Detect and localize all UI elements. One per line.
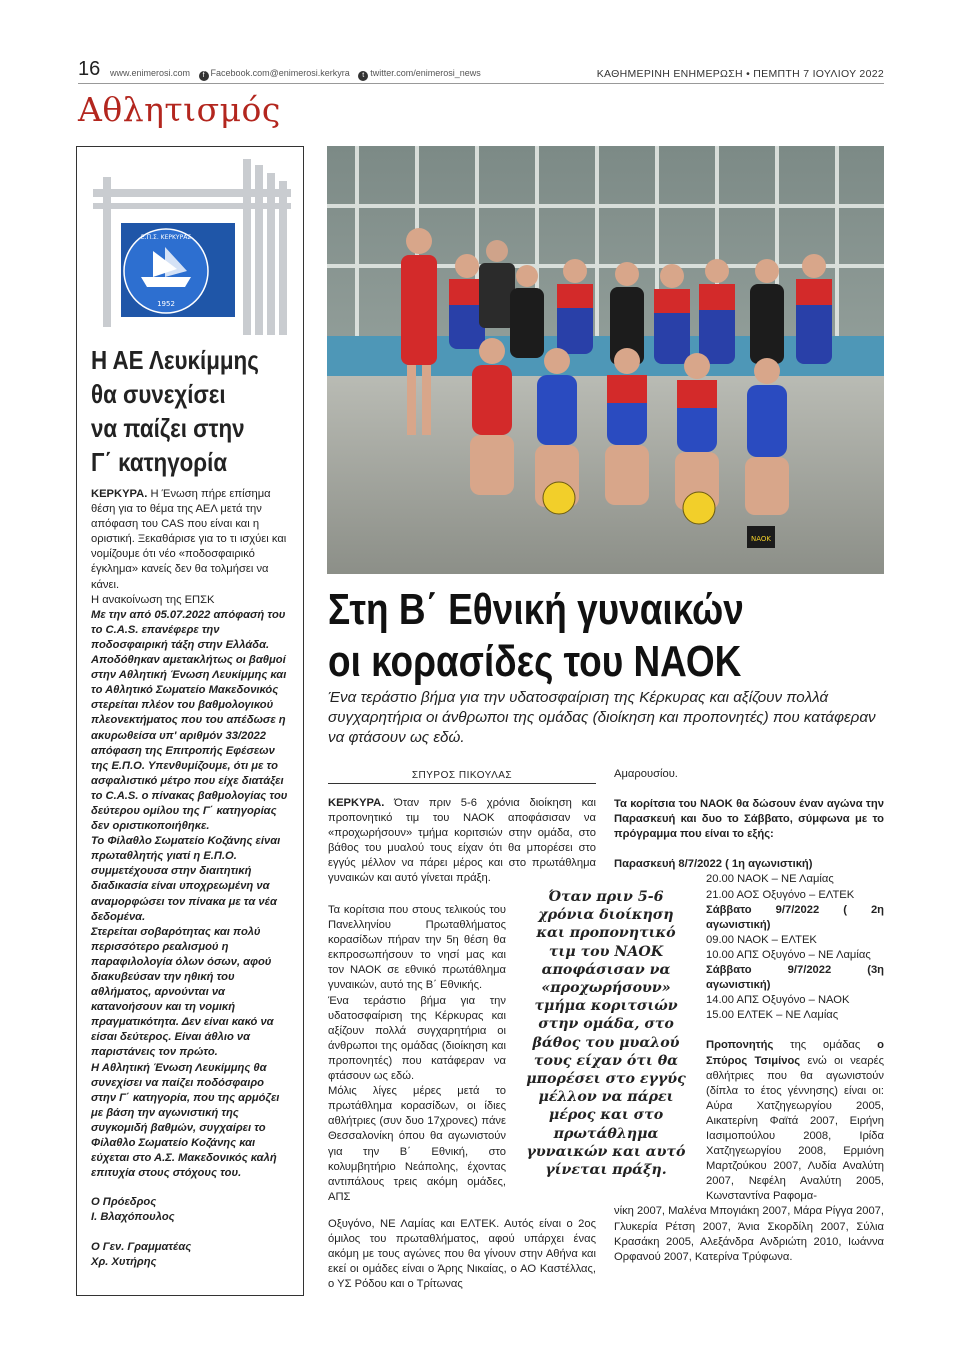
team-photo [327, 146, 884, 574]
signature-name: Ι. Βλαχόπουλος [91, 1211, 175, 1224]
article-paragraph: Τα κορίτσια που στους τελικούς του Πανελληνίου Πρωταθλήματος κορασίδων πήραν την 5η θέση θα εκπροσωπήσουν το νησί μας και τον ΝΑΟΚ σε εθνικό πρωτάθλημα γυναικών, αυτό της Β΄ Εθνικής. [328, 904, 506, 992]
logo-year: 1952 [157, 300, 175, 308]
schedule-match: 20.00 ΝΑΟΚ – ΝΕ Λαμίας [706, 873, 834, 886]
article-text: Όταν πριν 5-6 χρόνια διοίκηση και προπονητικό τιμ του ΝΑΟΚ αποφάσισαν να «προχωρήσουν» τμήμα κοριτσιών στην ομάδα, στο βάθος του μυαλού τους είχαν ότι θα μπορέσει στο εγγύς μέλλον να πάρει μέρος και στο πρωτάθλημα γυναικών και αυτό γίνεται πράξη. [328, 797, 596, 885]
article-column-1-narrow [328, 903, 506, 1205]
signature-role: Ο Γεν. Γραμματέας [91, 1240, 192, 1253]
twitter-icon: t [358, 71, 368, 81]
coach-text: της ομάδας [773, 1039, 878, 1052]
article-column-1 [328, 796, 596, 887]
sidebar-paragraph: Το Φίλαθλο Σωματείο Κοζάνης είναι πρωταθλητής γιατί η Ε.Π.Ο. συμμετέχουσα στην διαιτητική διαδικασία είναι υποχρεωμένη να αναμορφώσει τον πίνακα με τα νέα δεδομένα. [91, 835, 281, 923]
sidebar-body [91, 487, 291, 1270]
website-link[interactable]: www.enimerosi.com [110, 68, 191, 78]
schedule-match: 10.00 ΑΠΣ Οξυγόνο – ΝΕ Λαμίας [706, 948, 871, 961]
article-paragraph: Αμαρουσίου. [614, 768, 678, 780]
article-paragraph: Τα κορίτσια του ΝΑΟΚ θα δώσουν έναν αγώνα την Παρασκευή και δυο το Σάββατο, σύμφωνα με το πρόγραμμα που είναι το εξής: [614, 798, 884, 841]
roster-paragraph: νίκη 2007, Μαλένα Μπογιάκη 2007, Μάρα Ρίγγα 2007, Γλυκερία Ρέτση 2007, Άνια Σκορδίλη 2007, Σύλια Κρασάκη 2005, Αλεξάνδρα Ανδριώτη 2010, Ιωάννα Ορφανού 2007, Κατερίνα Τρύφωνα. [614, 1205, 884, 1263]
schedule-heading: Παρασκευή 8/7/2022 ( 1η αγωνιστική) [614, 858, 813, 871]
federation-logo [93, 159, 291, 335]
publication-date: ΚΑΘΗΜΕΡΙΝΗ ΕΝΗΜΕΡΩΣΗ • ΠΕΜΠΤΗ 7 ΙΟΥΛΙΟΥ 2022 [596, 68, 884, 80]
header-links [110, 68, 481, 81]
sidebar-headline [91, 343, 267, 479]
article-author: ΣΠΥΡΟΣ ΠΙΚΟΥΛΑΣ [328, 770, 596, 784]
article-lead: ΚΕΡΚΥΡΑ. [328, 797, 385, 809]
page-number: 16 [78, 58, 101, 80]
article-paragraph [328, 796, 596, 887]
logo-text: Ε.Π.Σ. ΚΕΡΚΥΡΑΣ [140, 234, 192, 241]
article-headline-line: Στη Β΄ Εθνική γυναικών [328, 585, 744, 634]
sidebar-paragraph: Στερείται σοβαρότητας και πολύ περισσότερο ρεαλισμού η παραφιλολογία όλων όσων, αφού διακυβεύσαν την ηθική του αθλήματος, αρνούνται να κατανοήσουν και τη νομική πραγματικότητα. Δεν είναι κακό να είσαι δεύτερος. Είναι άθλιο να παριστάνεις τον πρώτο. [91, 925, 274, 1059]
article-headline-line: οι κορασίδες του ΝΑΟΚ [328, 637, 742, 686]
twitter-link[interactable]: twitter.com/enimerosi_news [370, 68, 481, 78]
coach-name: ο Σπύρος Τσιμίνος [706, 1039, 884, 1067]
facebook-icon: f [199, 71, 209, 81]
pull-quote: Όταν πριν 5-6 χρόνια διοίκηση και προπονητικό τιμ του ΝΑΟΚ αποφάσισαν να «προχωρήσουν» τμήμα κοριτσιών στην ομάδα, στο βάθος του μυαλού τους είχαν ότι θα μπορέσει στο εγγύς μέλλον να πάρει μέρος και στο πρωτάθλημα γυναικών και αυτό γίνεται πράξη. [526, 889, 686, 1179]
sidebar-article [76, 146, 304, 1296]
article-headline [328, 584, 798, 688]
facebook-link[interactable]: Facebook.com@enimerosi.kerkyra [210, 68, 350, 78]
photo-badge-text: NAOK [750, 535, 772, 543]
schedule-match: 15.00 ΕΛΤΕΚ – ΝΕ Λαμίας [706, 1009, 839, 1022]
sidebar-headline-line: Η ΑΕ Λευκίμμης [91, 345, 259, 375]
schedule-match: 21.00 ΑΟΣ Οξυγόνο – ΕΛΤΕΚ [706, 888, 855, 901]
article-column-2 [614, 767, 884, 1265]
coach-text: ενώ οι νεαρές αθλήτριες που θα αγωνιστούν (δίπλα το έτος γέννησης) είναι οι: Αύρα Χατζηγεωργίου 2005, Αικατερίνη Φαϊτά 2007, Ειρήνη Ιασιμοπούλου 2008, Ιρίδα Χατζηγεωργίου 2008, Ερμιόνη Μαρτζούκου 2007, Λυδία Αναλύτη 2007, Νεφέλη Αναλύτη 2005, Κωνσταντίνα Ραφομα- [706, 1054, 885, 1203]
section-title: Αθλητισμός [78, 90, 281, 129]
article-paragraph: Ένα τεράστιο βήμα για την υδατοσφαίριση της Κέρκυρας και αξίζουν πολλά συγχαρητήρια οι άνθρωποι της ομάδας (διοίκηση και προπονητές) που κατάφεραν να φτάσουν ως εδώ. [328, 994, 506, 1083]
sidebar-paragraph: Η ανακοίνωση της ΕΠΣΚ [91, 593, 215, 606]
article-standfirst: Ένα τεράστιο βήμα για την υδατοσφαίριση της Κέρκυρας και αξίζουν πολλά συγχαρητήρια οι άνθρωποι της ομάδας (διοίκηση και προπονητές) που κατάφεραν να φτάσουν ως εδώ. [328, 689, 876, 746]
schedule-match: 14.00 ΑΠΣ Οξυγόνο – ΝΑΟΚ [706, 994, 850, 1007]
sidebar-paragraph [91, 487, 291, 593]
schedule-heading: Σάββατο 9/7/2022 (3η αγωνιστική) [706, 964, 884, 992]
article-paragraph: Οξυγόνο, ΝΕ Λαμίας και ΕΛΤΕΚ. Αυτός είναι ο 2ος όμιλος του πρωταθλήματος, αφού υπάρχει ένας ακόμη με τους αγώνες που θα γίνουν στην Αθήνα και εκεί οι ομάδες είναι ο Άρης Νικαίας, ο ΑΟ Καστέλλας, ο ΥΣ Ρόδου και ο Τρίτωνας [328, 1218, 596, 1291]
schedule-heading: Σάββατο 9/7/2022 ( 2η αγωνιστική) [706, 903, 884, 931]
page-header [78, 58, 884, 84]
schedule-match: 09.00 ΝΑΟΚ – ΕΛΤΕΚ [706, 933, 817, 946]
signature-name: Χρ. Χυτήρης [91, 1255, 157, 1268]
sidebar-headline-line: θα συνεχίσει [91, 379, 226, 409]
signature-role: Ο Πρόεδρος [91, 1196, 157, 1209]
team-photo-illustration [327, 146, 884, 574]
coach-label: Προπονητής [706, 1039, 774, 1052]
sidebar-lead: ΚΕΡΚΥΡΑ. [91, 488, 148, 500]
article-paragraph: Μόλις λίγες μέρες μετά το πρωτάθλημα κορασίδων, οι ίδιες αθλήτριες (συν δυο 17χρονες) πάνε Θεσσαλονίκη όπου θα αγωνιστούν για την Β΄ Εθνική, στο κολυμβητήριο Νεάπολης, έχοντας αντιπάλους τρεις ακόμη ομάδες, ΑΠΣ [328, 1085, 506, 1203]
sidebar-headline-line: να παίζει στην [91, 413, 245, 443]
sidebar-paragraph: Με την από 05.07.2022 απόφασή του το C.A.S. επανέφερε την ποδοσφαιρική τάξη στην Ελλάδα. Αποδόθηκαν αμετακλήτως οι βαθμοί στην Αθλητική Ένωση Λευκίμμης και το Αθλητικό Σωματείο Μακεδονικός στερείται πλέον του βαθμολογικού πλεονεκτήματος που του απέδωσε η ακυρωθείσα υπ' αριθμόν 33/2022 απόφαση της Επιτροπής Εφέσεων της Ε.Π.Ο. Υπενθυμίζουμε, ότι με το ασφαλιστικό μέτρο που είχε διατάξει το C.A.S. ο πίνακας βαθμολογίας του δεύτερου ομίλου της Γ΄ κατηγορίας δεν οριστικοποιήθηκε. [91, 608, 288, 833]
sidebar-text: Η Ένωση πήρε επίσημα θέση για το θέμα της ΑΕΛ μετά την απόφαση του CAS που είναι και η οριστική. Ξεκαθάρισε για το τι ισχύει και νομίζουμε ότι νέο «ποδοσφαιρικό έγκλημα» κανείς δεν θα τολμήσει να κάνει. [91, 488, 287, 591]
sidebar-headline-line: Γ΄ κατηγορία [91, 447, 228, 477]
coach-paragraph [614, 1038, 884, 1204]
article-column-1-bottom [328, 1217, 596, 1292]
sidebar-paragraph: Η Αθλητική Ένωση Λευκίμμης θα συνεχίσει να παίζει ποδόσφαιρο στην Γ΄ κατηγορία, που της αρμόζει με βάση την αγωνιστική της συγκομιδή βαθμών, συγχαίρει το Φίλαθλο Σωματείο Κοζάνης και εύχεται στο Α.Σ. Μακεδονικός καλή επιτυχία στους στόχους του. [91, 1061, 280, 1180]
